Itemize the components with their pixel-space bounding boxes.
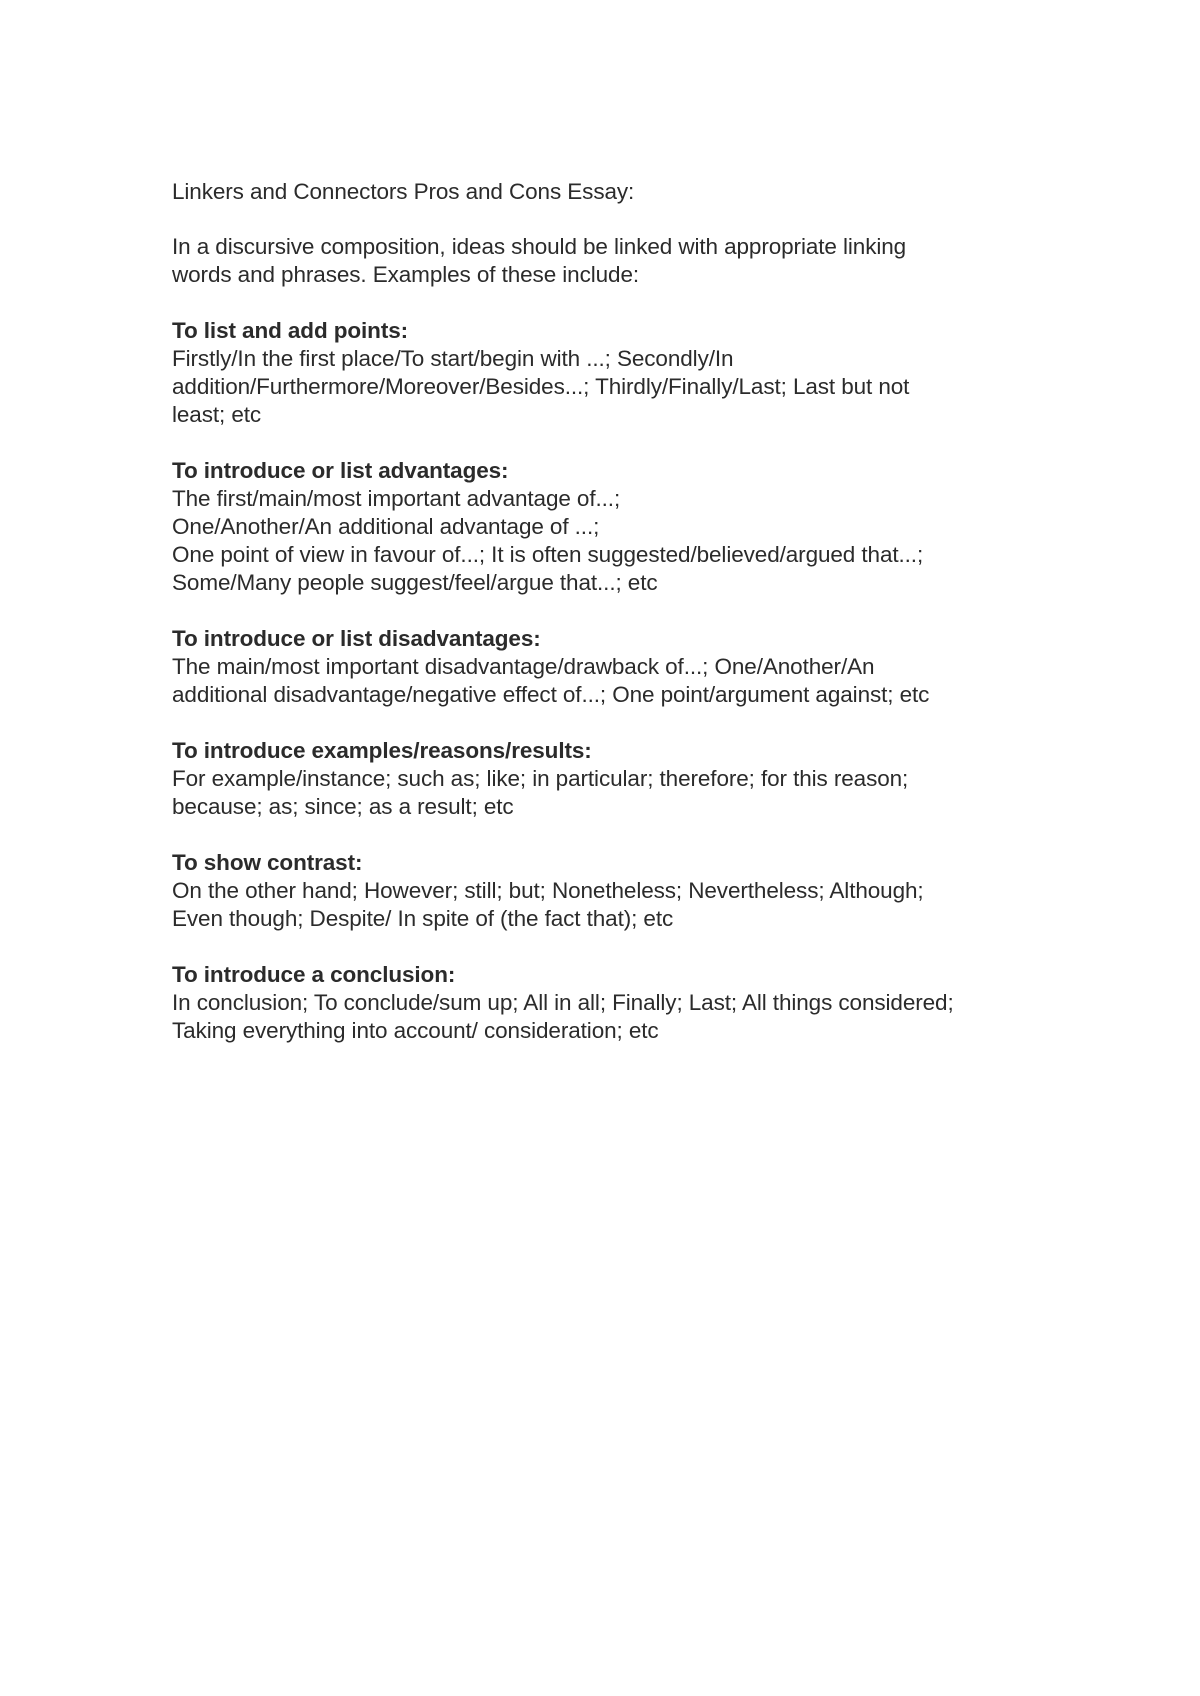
section-line: One/Another/An additional advantage of ...; <box>172 514 600 539</box>
section-line: The first/main/most important advantage of...; <box>172 486 621 511</box>
section-line: Some/Many people suggest/feel/argue that...; etc <box>172 570 658 595</box>
section-heading: To show contrast: <box>172 850 363 875</box>
section-heading: To introduce or list advantages: <box>172 458 509 483</box>
section-disadvantages <box>172 625 1052 709</box>
document-title: Linkers and Connectors Pros and Cons Essay: <box>172 179 635 204</box>
section-line: On the other hand; However; still; but; Nonetheless; Nevertheless; Although; <box>172 878 924 903</box>
section-line: One point of view in favour of...; It is often suggested/believed/argued that...; <box>172 542 924 567</box>
section-examples-reasons-results <box>172 737 1052 821</box>
section-heading: To introduce or list disadvantages: <box>172 626 541 651</box>
intro-line: words and phrases. Examples of these include: <box>172 262 640 287</box>
section-line: Taking everything into account/ consideration; etc <box>172 1018 659 1043</box>
section-line: The main/most important disadvantage/drawback of...; One/Another/An <box>172 654 875 679</box>
section-advantages <box>172 457 1052 597</box>
section-line: least; etc <box>172 402 262 427</box>
section-line: Even though; Despite/ In spite of (the fact that); etc <box>172 906 674 931</box>
section-heading: To introduce examples/reasons/results: <box>172 738 592 763</box>
section-heading: To list and add points: <box>172 318 409 343</box>
section-line: addition/Furthermore/Moreover/Besides...; Thirdly/Finally/Last; Last but not <box>172 374 910 399</box>
section-line: In conclusion; To conclude/sum up; All in all; Finally; Last; All things considered; <box>172 990 954 1015</box>
section-line: because; as; since; as a result; etc <box>172 794 514 819</box>
intro-paragraph <box>172 233 1052 289</box>
section-line: additional disadvantage/negative effect of...; One point/argument against; etc <box>172 682 930 707</box>
section-line: Firstly/In the first place/To start/begin with ...; Secondly/In <box>172 346 734 371</box>
intro-line: In a discursive composition, ideas should be linked with appropriate linking <box>172 234 907 259</box>
section-heading: To introduce a conclusion: <box>172 962 456 987</box>
document-body <box>172 178 1052 1073</box>
section-list-add-points <box>172 317 1052 429</box>
section-contrast <box>172 849 1052 933</box>
section-conclusion <box>172 961 1052 1045</box>
section-line: For example/instance; such as; like; in particular; therefore; for this reason; <box>172 766 909 791</box>
